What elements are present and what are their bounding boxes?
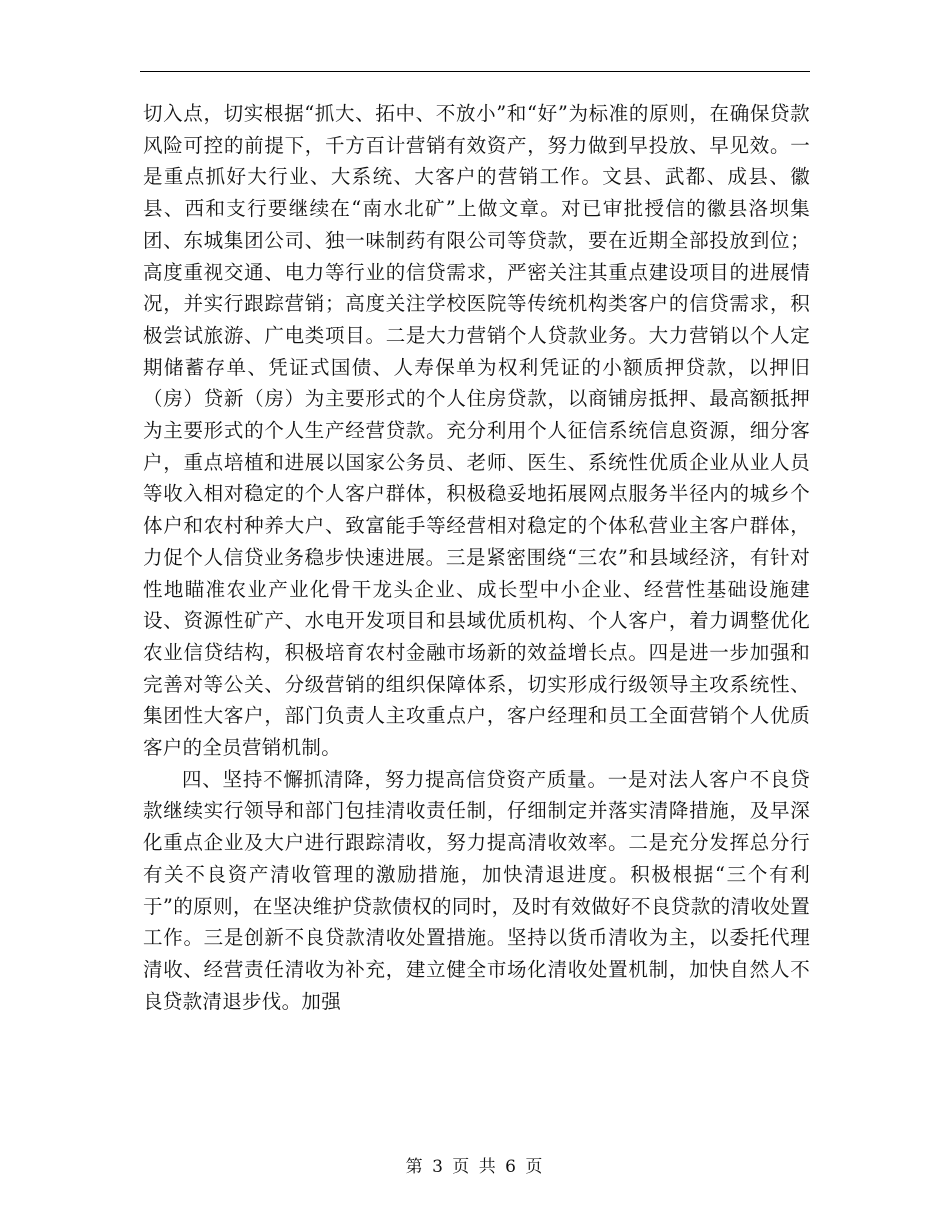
paragraph-continued: 切入点，切实根据“抓大、拓中、不放小”和“好”为标准的原则，在确保贷款风险可控的前提下，千方百计营销有效资产，努力做到早投放、早见效。一是重点抓好大行业、大系统、大客户的营销工作。文县、武都、成县、徽县、西和支行要继续在“南水北矿”上做文章。对已审批授信的徽县洛坝集团、东城集团公司、独一味制药有限公司等贷款，要在近期全部投放到位；高度重视交通、电力等行业的信贷需求，严密关注其重点建设项目的进展情况，并实行跟踪营销；高度关注学校医院等传统机构类客户的信贷需求，积极尝试旅游、广电类项目。二是大力营销个人贷款业务。大力营销以个人定期储蓄存单、凭证式国债、人寿保单为权利凭证的小额质押贷款，以押旧（房）贷新（房）为主要形式的个人住房贷款，以商铺房抵押、最高额抵押为主要形式的个人生产经营贷款。充分利用个人征信系统信息资源，细分客户，重点培植和进展以国家公务员、老师、医生、系统性优质企业从业人员等收入相对稳定的个人客户群体，积极稳妥地拓展网点服务半径内的城乡个体户和农村种养大户、致富能手等经营相对稳定的个体私营业主客户群体，力促个人信贷业务稳步快速进展。三是紧密围绕“三农”和县域经济，有针对性地瞄准农业产业化骨干龙头企业、成长型中小企业、经营性基础设施建设、资源性矿产、水电开发项目和县域优质机构、个人客户，着力调整优化农业信贷结构，积极培育农村金融市场新的效益增长点。四是进一步加强和完善对等公关、分级营销的组织保障体系，切实形成行级领导主攻系统性、集团性大客户，部门负责人主攻重点户，客户经理和员工全面营销个人优质客户的全员营销机制。 [143, 102, 810, 760]
header-rule [140, 71, 810, 72]
paragraph-section-four: 四、坚持不懈抓清降，努力提高信贷资产质量。一是对法人客户不良贷款继续实行领导和部门包挂清收责任制，仔细制定并落实清降措施，及早深化重点企业及大户进行跟踪清收，努力提高清收效率。二是充分发挥总分行有关不良资产清收管理的激励措施，加快清退进度。积极根据“三个有利于”的原则，在坚决维护贷款债权的同时，及时有效做好不良贷款的清收处置工作。三是创新不良贷款清收处置措施。坚持以货币清收为主，以委托代理清收、经营责任清收为补充，建立健全市场化清收处置机制，加快自然人不良贷款清退步伐。加强 [143, 767, 810, 1013]
page-footer: 第 3 页 共 6 页 [405, 1157, 545, 1177]
body-text [143, 98, 810, 1017]
